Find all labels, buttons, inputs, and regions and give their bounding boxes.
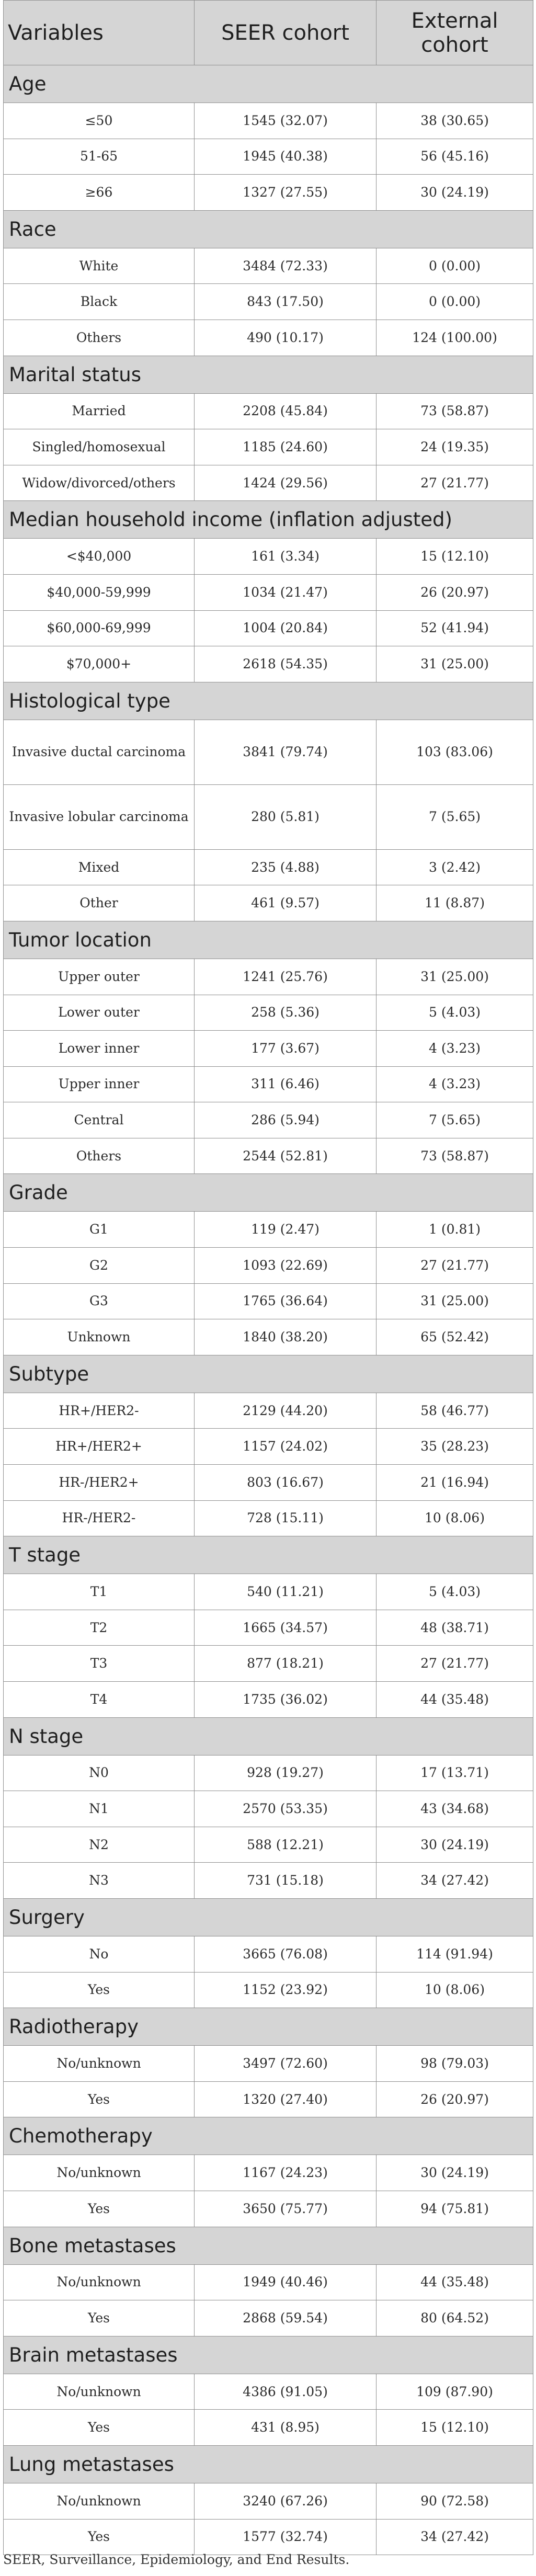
variable-cell: HR-/HER2+: [4, 1465, 195, 1501]
table-row: [4, 2410, 533, 2446]
variable-cell: Central: [4, 1102, 195, 1138]
seer-cohort-cell: 2544 (52.81): [195, 1138, 377, 1174]
section-row: [4, 356, 533, 393]
variable-cell: Singled/homosexual: [4, 429, 195, 465]
variable-cell: Other: [4, 885, 195, 921]
table-row: [4, 429, 533, 465]
table-row: [4, 2046, 533, 2082]
variable-cell: G1: [4, 1212, 195, 1248]
table-row: [4, 995, 533, 1031]
section-title: Tumor location: [4, 921, 533, 959]
section-title: Brain metastases: [4, 2336, 533, 2374]
seer-cohort-cell: 1945 (40.38): [195, 139, 377, 175]
table-row: [4, 2081, 533, 2117]
table-row: [4, 1429, 533, 1465]
variable-cell: 51-65: [4, 139, 195, 175]
variable-cell: Yes: [4, 2191, 195, 2227]
seer-cohort-cell: 311 (6.46): [195, 1066, 377, 1102]
variable-cell: Yes: [4, 2081, 195, 2117]
variable-cell: Lower inner: [4, 1031, 195, 1067]
section-row: [4, 921, 533, 959]
external-cohort-cell: 5 (4.03): [377, 1574, 533, 1610]
variable-cell: No/unknown: [4, 2374, 195, 2410]
seer-cohort-cell: 843 (17.50): [195, 284, 377, 320]
external-cohort-cell: 58 (46.77): [377, 1393, 533, 1429]
table-row: [4, 1827, 533, 1863]
seer-cohort-cell: 731 (15.18): [195, 1863, 377, 1899]
seer-cohort-cell: 235 (4.88): [195, 849, 377, 885]
seer-cohort-cell: 928 (19.27): [195, 1755, 377, 1791]
table-row: [4, 175, 533, 211]
seer-cohort-cell: 3650 (75.77): [195, 2191, 377, 2227]
seer-cohort-cell: 1949 (40.46): [195, 2264, 377, 2300]
table-row: [4, 784, 533, 849]
section-row: [4, 1717, 533, 1755]
external-cohort-cell: 124 (100.00): [377, 320, 533, 356]
section-title: Grade: [4, 1174, 533, 1212]
variable-cell: $60,000-69,999: [4, 610, 195, 646]
variable-cell: $40,000-59,999: [4, 574, 195, 610]
header-row: [4, 1, 533, 65]
external-cohort-cell: 56 (45.16): [377, 139, 533, 175]
table-row: [4, 2155, 533, 2191]
variable-cell: ≤50: [4, 103, 195, 139]
table-row: [4, 885, 533, 921]
external-cohort-cell: 30 (24.19): [377, 175, 533, 211]
table-row: [4, 849, 533, 885]
section-row: [4, 210, 533, 248]
external-cohort-cell: 15 (12.10): [377, 2410, 533, 2446]
section-row: [4, 682, 533, 720]
external-cohort-cell: 4 (3.23): [377, 1066, 533, 1102]
table-row: [4, 1319, 533, 1355]
variable-cell: Yes: [4, 2519, 195, 2555]
table-row: [4, 1248, 533, 1284]
table-row: [4, 610, 533, 646]
table-row: [4, 2483, 533, 2519]
external-cohort-cell: 80 (64.52): [377, 2300, 533, 2336]
external-cohort-cell: 26 (20.97): [377, 2081, 533, 2117]
seer-cohort-cell: 2570 (53.35): [195, 1791, 377, 1827]
seer-cohort-cell: 2868 (59.54): [195, 2300, 377, 2336]
table-row: [4, 103, 533, 139]
external-cohort-cell: 94 (75.81): [377, 2191, 533, 2227]
external-cohort-cell: 73 (58.87): [377, 1138, 533, 1174]
table-row: [4, 1682, 533, 1718]
seer-cohort-cell: 1185 (24.60): [195, 429, 377, 465]
variable-cell: Upper inner: [4, 1066, 195, 1102]
variable-cell: Yes: [4, 2300, 195, 2336]
table-row: [4, 1791, 533, 1827]
section-title: Lung metastases: [4, 2445, 533, 2483]
variable-cell: T2: [4, 1610, 195, 1646]
table-row: [4, 248, 533, 284]
section-row: [4, 65, 533, 103]
seer-cohort-cell: 728 (15.11): [195, 1500, 377, 1536]
table-body: [4, 65, 533, 2555]
seer-cohort-cell: 1320 (27.40): [195, 2081, 377, 2117]
external-cohort-cell: 34 (27.42): [377, 1863, 533, 1899]
variable-cell: Married: [4, 393, 195, 429]
variable-cell: T4: [4, 1682, 195, 1718]
external-cohort-cell: 27 (21.77): [377, 465, 533, 501]
table-row: [4, 720, 533, 784]
external-cohort-cell: 34 (27.42): [377, 2519, 533, 2555]
seer-cohort-cell: 3240 (67.26): [195, 2483, 377, 2519]
seer-cohort-cell: 3841 (79.74): [195, 720, 377, 784]
variable-cell: No/unknown: [4, 2046, 195, 2082]
variable-cell: No/unknown: [4, 2264, 195, 2300]
external-cohort-cell: 31 (25.00): [377, 1283, 533, 1319]
external-cohort-cell: 31 (25.00): [377, 646, 533, 682]
seer-cohort-cell: 490 (10.17): [195, 320, 377, 356]
external-cohort-cell: 11 (8.87): [377, 885, 533, 921]
seer-cohort-cell: 119 (2.47): [195, 1212, 377, 1248]
table-row: [4, 1393, 533, 1429]
seer-cohort-cell: 1665 (34.57): [195, 1610, 377, 1646]
table-row: [4, 2264, 533, 2300]
seer-cohort-cell: 1157 (24.02): [195, 1429, 377, 1465]
variable-cell: N0: [4, 1755, 195, 1791]
external-cohort-cell: 31 (25.00): [377, 959, 533, 995]
table-row: [4, 139, 533, 175]
external-cohort-cell: 114 (91.94): [377, 1936, 533, 1972]
external-cohort-cell: 1 (0.81): [377, 1212, 533, 1248]
variable-cell: Yes: [4, 2410, 195, 2446]
table-row: [4, 1138, 533, 1174]
section-title: Histological type: [4, 682, 533, 720]
variable-cell: Upper outer: [4, 959, 195, 995]
variable-cell: Invasive ductal carcinoma: [4, 720, 195, 784]
seer-cohort-cell: 2618 (54.35): [195, 646, 377, 682]
section-title: Surgery: [4, 1898, 533, 1936]
seer-cohort-cell: 1004 (20.84): [195, 610, 377, 646]
variable-cell: N2: [4, 1827, 195, 1863]
table-row: [4, 1646, 533, 1682]
external-cohort-cell: 26 (20.97): [377, 574, 533, 610]
table-container: [3, 0, 533, 2555]
external-cohort-cell: 17 (13.71): [377, 1755, 533, 1791]
table-row: [4, 1500, 533, 1536]
seer-cohort-cell: 286 (5.94): [195, 1102, 377, 1138]
seer-cohort-cell: 803 (16.67): [195, 1465, 377, 1501]
external-cohort-cell: 48 (38.71): [377, 1610, 533, 1646]
section-row: [4, 501, 533, 539]
table-row: [4, 320, 533, 356]
seer-cohort-cell: 3497 (72.60): [195, 2046, 377, 2082]
seer-cohort-cell: 2208 (45.84): [195, 393, 377, 429]
variable-cell: G2: [4, 1248, 195, 1284]
table-row: [4, 646, 533, 682]
table-row: [4, 2300, 533, 2336]
variable-cell: No: [4, 1936, 195, 1972]
seer-cohort-cell: 3484 (72.33): [195, 248, 377, 284]
external-cohort-cell: 52 (41.94): [377, 610, 533, 646]
seer-cohort-cell: 177 (3.67): [195, 1031, 377, 1067]
variable-cell: Lower outer: [4, 995, 195, 1031]
seer-cohort-cell: 1034 (21.47): [195, 574, 377, 610]
external-cohort-cell: 44 (35.48): [377, 2264, 533, 2300]
seer-cohort-cell: 431 (8.95): [195, 2410, 377, 2446]
seer-cohort-cell: 258 (5.36): [195, 995, 377, 1031]
seer-cohort-cell: 280 (5.81): [195, 784, 377, 849]
table-row: [4, 1465, 533, 1501]
seer-cohort-cell: 588 (12.21): [195, 1827, 377, 1863]
seer-cohort-cell: 1241 (25.76): [195, 959, 377, 995]
table-row: [4, 393, 533, 429]
header-seer-cohort: SEER cohort: [195, 1, 377, 65]
external-cohort-cell: 3 (2.42): [377, 849, 533, 885]
seer-cohort-cell: 1577 (32.74): [195, 2519, 377, 2555]
external-cohort-cell: 7 (5.65): [377, 784, 533, 849]
section-title: Radiotherapy: [4, 2008, 533, 2046]
external-cohort-cell: 103 (83.06): [377, 720, 533, 784]
table-row: [4, 539, 533, 575]
section-row: [4, 2008, 533, 2046]
table-row: [4, 1031, 533, 1067]
table-row: [4, 1755, 533, 1791]
section-row: [4, 2445, 533, 2483]
section-row: [4, 2227, 533, 2264]
external-cohort-cell: 27 (21.77): [377, 1646, 533, 1682]
seer-cohort-cell: 161 (3.34): [195, 539, 377, 575]
external-cohort-cell: 7 (5.65): [377, 1102, 533, 1138]
external-cohort-cell: 10 (8.06): [377, 1500, 533, 1536]
section-title: Age: [4, 65, 533, 103]
external-cohort-cell: 90 (72.58): [377, 2483, 533, 2519]
table-row: [4, 1863, 533, 1899]
section-title: Marital status: [4, 356, 533, 393]
variable-cell: No/unknown: [4, 2483, 195, 2519]
seer-cohort-cell: 1765 (36.64): [195, 1283, 377, 1319]
section-title: Race: [4, 210, 533, 248]
seer-cohort-cell: 1167 (24.23): [195, 2155, 377, 2191]
external-cohort-cell: 109 (87.90): [377, 2374, 533, 2410]
seer-cohort-cell: 877 (18.21): [195, 1646, 377, 1682]
seer-cohort-cell: 1735 (36.02): [195, 1682, 377, 1718]
external-cohort-cell: 65 (52.42): [377, 1319, 533, 1355]
seer-cohort-cell: 4386 (91.05): [195, 2374, 377, 2410]
section-title: N stage: [4, 1717, 533, 1755]
table-footnote: SEER, Surveillance, Epidemiology, and End Results.: [3, 2552, 350, 2567]
variable-cell: Mixed: [4, 849, 195, 885]
section-title: Subtype: [4, 1355, 533, 1393]
variable-cell: $70,000+: [4, 646, 195, 682]
external-cohort-cell: 73 (58.87): [377, 393, 533, 429]
external-cohort-cell: 30 (24.19): [377, 1827, 533, 1863]
external-cohort-cell: 5 (4.03): [377, 995, 533, 1031]
table-row: [4, 1283, 533, 1319]
table-row: [4, 2374, 533, 2410]
variable-cell: HR+/HER2+: [4, 1429, 195, 1465]
variable-cell: HR-/HER2-: [4, 1500, 195, 1536]
variable-cell: T3: [4, 1646, 195, 1682]
section-row: [4, 2117, 533, 2155]
section-title: Chemotherapy: [4, 2117, 533, 2155]
table-row: [4, 1574, 533, 1610]
table-row: [4, 2191, 533, 2227]
section-row: [4, 1536, 533, 1574]
variable-cell: White: [4, 248, 195, 284]
variable-cell: Unknown: [4, 1319, 195, 1355]
external-cohort-cell: 10 (8.06): [377, 1972, 533, 2008]
variable-cell: Invasive lobular carcinoma: [4, 784, 195, 849]
external-cohort-cell: 44 (35.48): [377, 1682, 533, 1718]
section-row: [4, 1174, 533, 1212]
variable-cell: Others: [4, 1138, 195, 1174]
header-variables: Variables: [4, 1, 195, 65]
table-row: [4, 1936, 533, 1972]
section-row: [4, 2336, 533, 2374]
external-cohort-cell: 4 (3.23): [377, 1031, 533, 1067]
section-row: [4, 1898, 533, 1936]
characteristics-table: [3, 0, 533, 2555]
seer-cohort-cell: 1424 (29.56): [195, 465, 377, 501]
seer-cohort-cell: 3665 (76.08): [195, 1936, 377, 1972]
external-cohort-cell: 98 (79.03): [377, 2046, 533, 2082]
table-row: [4, 574, 533, 610]
external-cohort-cell: 0 (0.00): [377, 284, 533, 320]
seer-cohort-cell: 1093 (22.69): [195, 1248, 377, 1284]
external-cohort-cell: 30 (24.19): [377, 2155, 533, 2191]
variable-cell: T1: [4, 1574, 195, 1610]
variable-cell: Yes: [4, 1972, 195, 2008]
table-row: [4, 1212, 533, 1248]
seer-cohort-cell: 2129 (44.20): [195, 1393, 377, 1429]
table-row: [4, 959, 533, 995]
table-row: [4, 465, 533, 501]
seer-cohort-cell: 540 (11.21): [195, 1574, 377, 1610]
external-cohort-cell: 21 (16.94): [377, 1465, 533, 1501]
external-cohort-cell: 35 (28.23): [377, 1429, 533, 1465]
seer-cohort-cell: 461 (9.57): [195, 885, 377, 921]
variable-cell: Others: [4, 320, 195, 356]
seer-cohort-cell: 1545 (32.07): [195, 103, 377, 139]
table-row: [4, 1102, 533, 1138]
section-row: [4, 1355, 533, 1393]
section-title: T stage: [4, 1536, 533, 1574]
variable-cell: HR+/HER2-: [4, 1393, 195, 1429]
external-cohort-cell: 43 (34.68): [377, 1791, 533, 1827]
section-title: Bone metastases: [4, 2227, 533, 2264]
external-cohort-cell: 0 (0.00): [377, 248, 533, 284]
variable-cell: Black: [4, 284, 195, 320]
table-row: [4, 284, 533, 320]
external-cohort-cell: 38 (30.65): [377, 103, 533, 139]
external-cohort-cell: 24 (19.35): [377, 429, 533, 465]
variable-cell: N3: [4, 1863, 195, 1899]
external-cohort-cell: 27 (21.77): [377, 1248, 533, 1284]
variable-cell: ≥66: [4, 175, 195, 211]
seer-cohort-cell: 1840 (38.20): [195, 1319, 377, 1355]
table-row: [4, 2519, 533, 2555]
variable-cell: N1: [4, 1791, 195, 1827]
header-external-cohort: External cohort: [377, 1, 533, 65]
table-row: [4, 1610, 533, 1646]
seer-cohort-cell: 1152 (23.92): [195, 1972, 377, 2008]
table-row: [4, 1972, 533, 2008]
table-row: [4, 1066, 533, 1102]
table-header: [4, 1, 533, 65]
section-title: Median household income (inflation adjusted): [4, 501, 533, 539]
variable-cell: Widow/divorced/others: [4, 465, 195, 501]
variable-cell: G3: [4, 1283, 195, 1319]
variable-cell: No/unknown: [4, 2155, 195, 2191]
variable-cell: <$40,000: [4, 539, 195, 575]
seer-cohort-cell: 1327 (27.55): [195, 175, 377, 211]
external-cohort-cell: 15 (12.10): [377, 539, 533, 575]
